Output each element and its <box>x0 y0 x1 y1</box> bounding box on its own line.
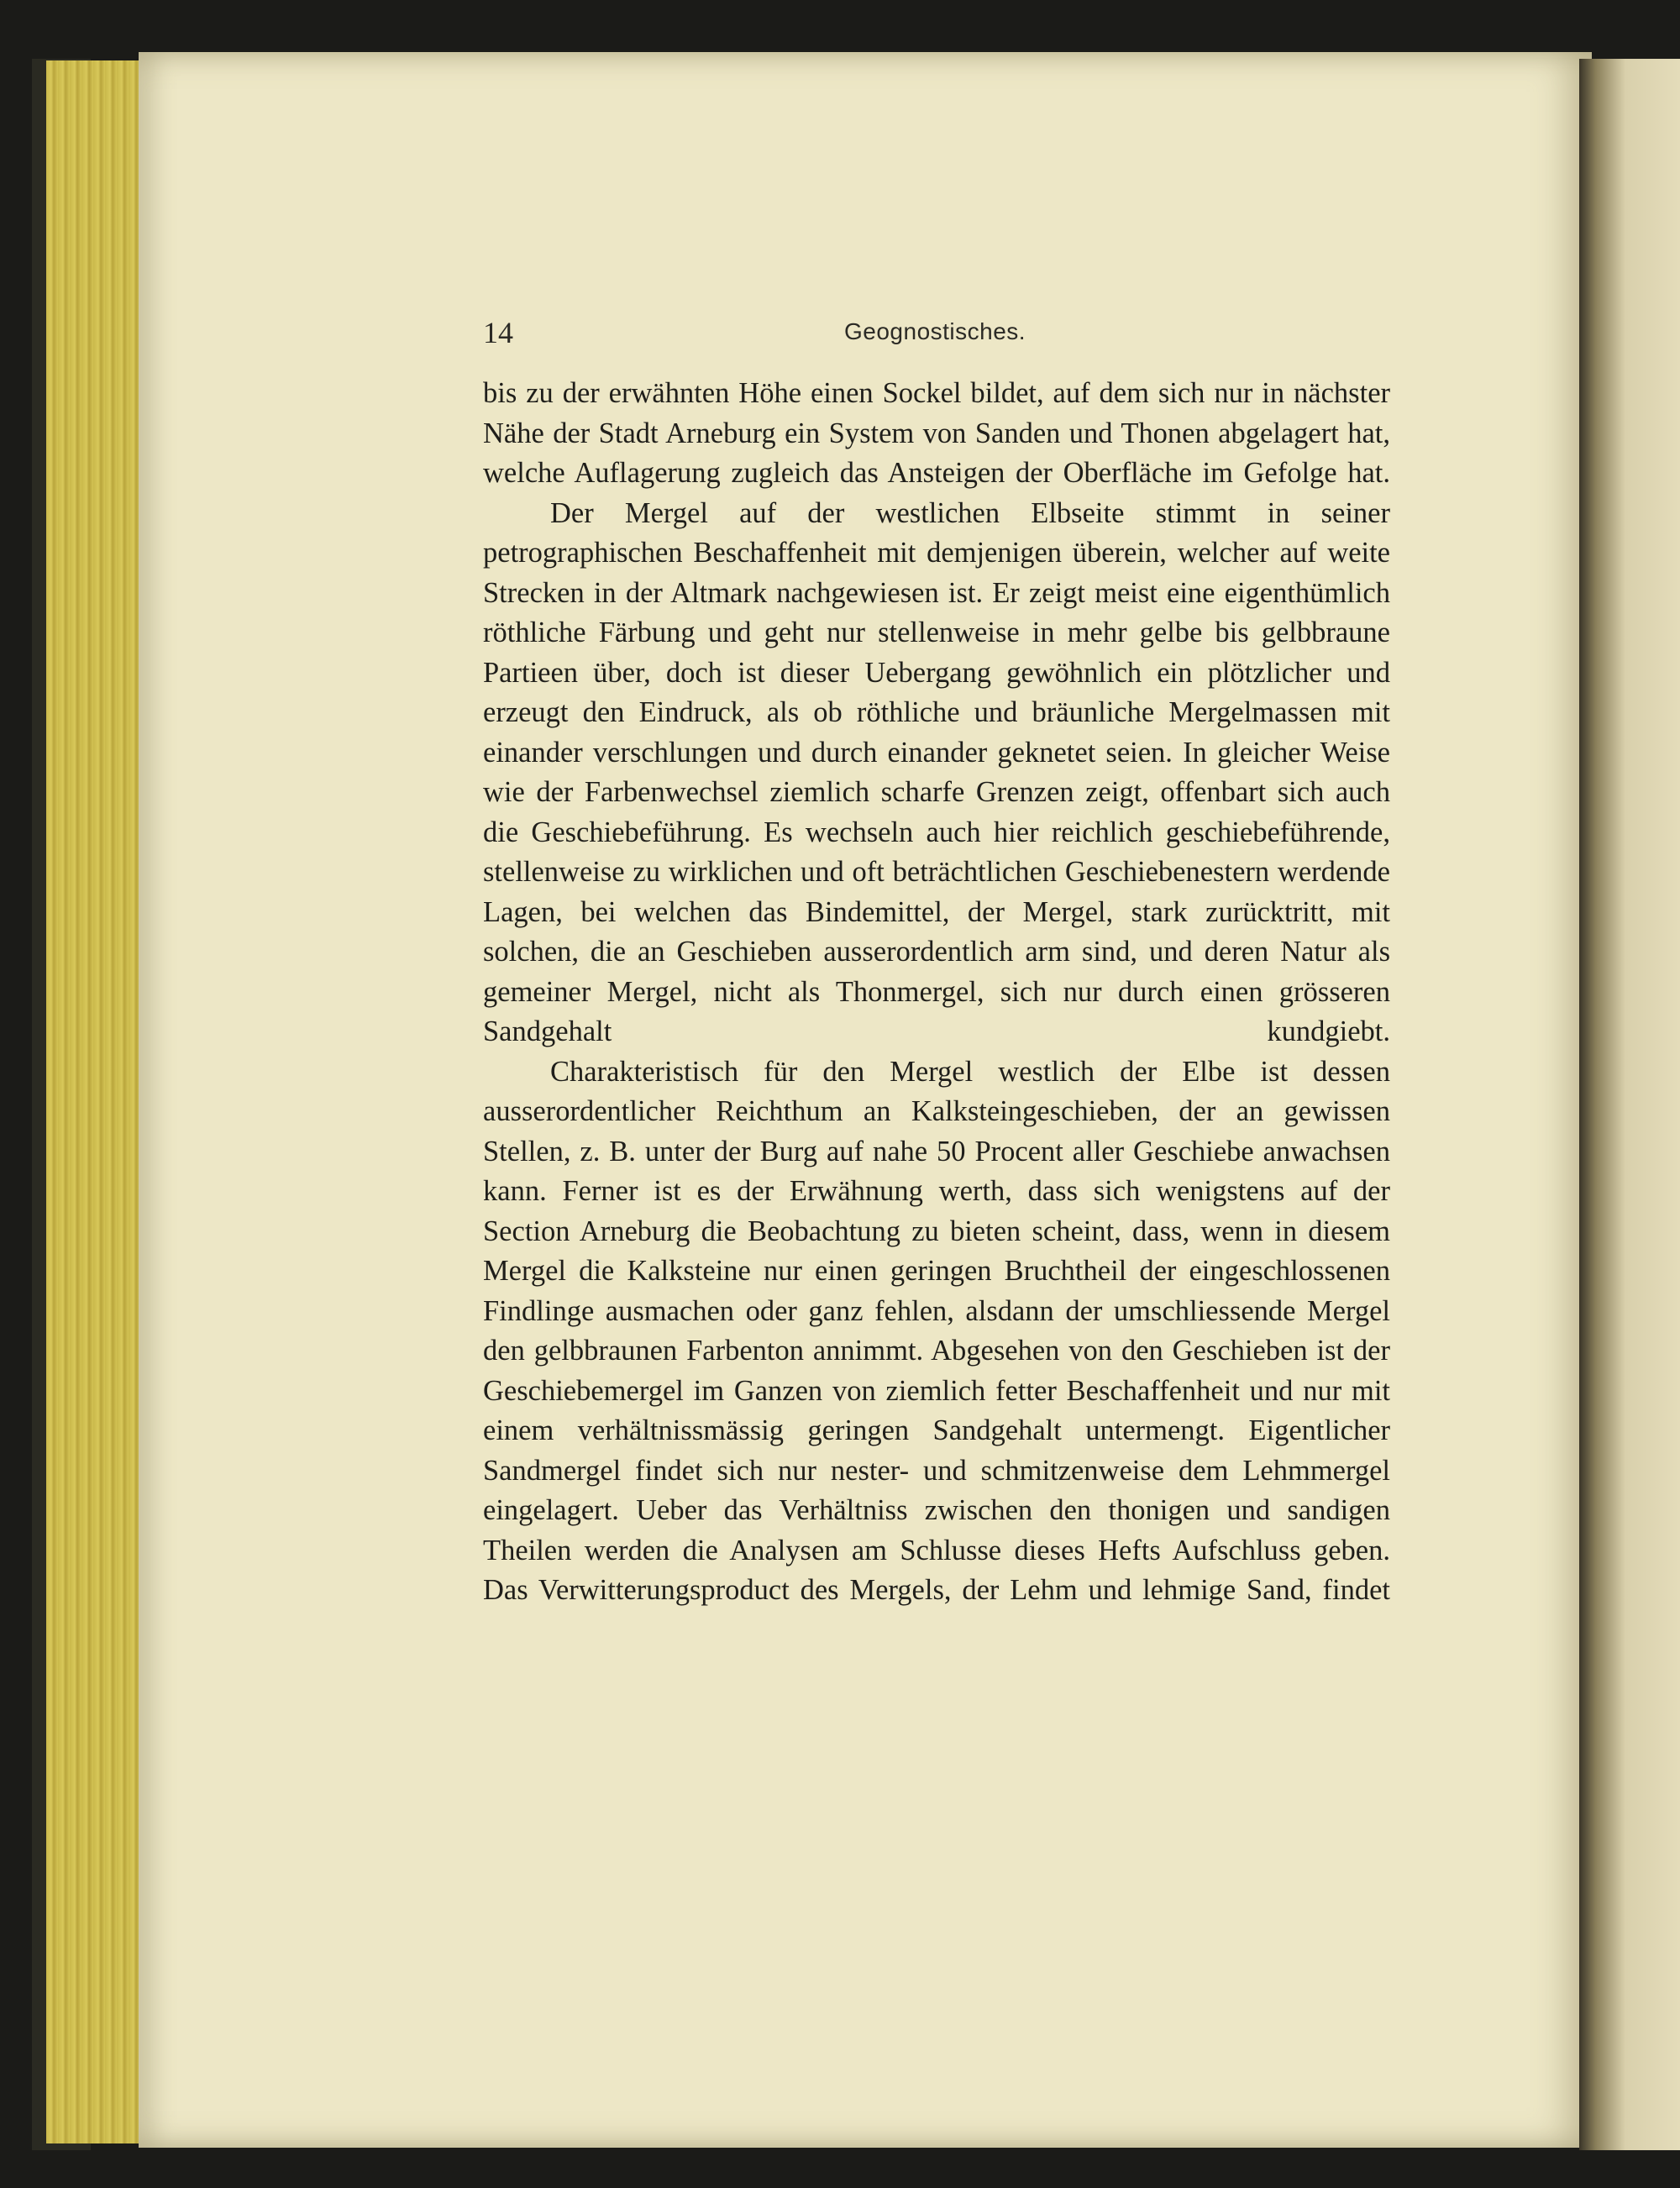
paragraph-2: Der Mergel auf der westlichen Elbseite stimmt in seiner petrographischen Beschaffenheit mit demjenigen überein, welcher auf weite Strecken in der Altmark nachgewiesen ist. Er zeigt meist eine eigenthümlich röthliche Färbung und geht nur stellenweise in mehr gelbe bis gelbbraune Partieen über, doch ist dieser Uebergang gewöhnlich ein plötzlicher und erzeugt den Eindruck, als ob röthliche und bräunliche Mergelmassen mit einander verschlungen und durch einander geknetet seien. In gleicher Weise wie der Farbenwechsel ziemlich scharfe Grenzen zeigt, offenbart sich auch die Geschiebeführung. Es wechseln auch hier reichlich geschiebeführende, stellenweise zu wirklichen und oft beträchtlichen Geschiebenestern werdende Lagen, bei welchen das Bindemittel, der Mergel, stark zurücktritt, mit solchen, die an Geschieben ausserordentlich arm sind, und deren Natur als gemeiner Mergel, nicht als Thonmergel, sich nur durch einen grösseren Sandgehalt kundgiebt. <box>483 496 1390 1047</box>
page-edges <box>46 60 151 2143</box>
body-text <box>483 374 1390 1611</box>
paragraph-1: bis zu der erwähnten Höhe einen Sockel bildet, auf dem sich nur in nächster Nähe der Stadt Arneburg ein System von Sanden und Thonen abgelagert hat, welche Auflagerung zugleich das Ansteigen der Oberfläche im Gefolge hat. <box>483 377 1390 489</box>
page-number: 14 <box>483 316 513 349</box>
running-title: Geognostisches. <box>844 318 1026 344</box>
facing-page-edge <box>1579 59 1680 2150</box>
running-head <box>483 315 1386 357</box>
paragraph-3: Charakteristisch für den Mergel westlich der Elbe ist dessen ausserordentlicher Reichthum an Kalksteingeschieben, der an gewissen Stellen, z. B. unter der Burg auf nahe 50 Procent aller Geschiebe anwachsen kann. Ferner ist es der Erwähnung werth, dass sich wenigstens auf der Section Arneburg die Beobachtung zu bieten scheint, dass, wenn in diesem Mergel die Kalksteine nur einen geringen Bruchtheil der eingeschlossenen Findlinge ausmachen oder ganz fehlen, alsdann der umschliessende Mergel den gelbbraunen Farbenton annimmt. Abgesehen von den Geschieben ist der Geschiebemergel im Ganzen von ziemlich fetter Beschaffenheit und nur mit einem verhältnissmässig geringen Sandgehalt untermengt. Eigentlicher Sandmergel findet sich nur nester- und schmitzenweise dem Lehmmergel eingelagert. Ueber das Verhältniss zwischen den thonigen und sandigen Theilen werden die Analysen am Schlusse dieses Hefts Aufschluss geben. Das Verwitterungsproduct des Mergels, der Lehm und lehmige Sand, findet <box>483 1055 1390 1606</box>
